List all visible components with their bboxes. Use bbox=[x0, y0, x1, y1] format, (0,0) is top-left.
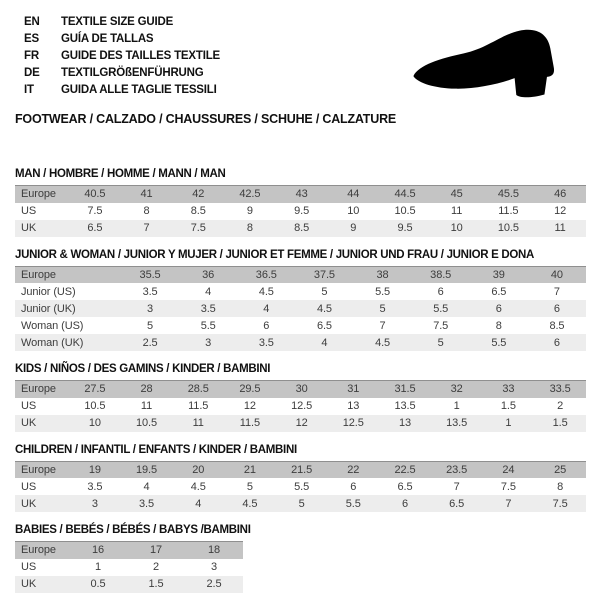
size-value: 0.5 bbox=[90, 578, 106, 590]
size-value: 5.5 bbox=[294, 480, 310, 493]
size-value: 11 bbox=[554, 222, 566, 234]
size-value: 40 bbox=[550, 268, 563, 281]
row-label: US bbox=[21, 480, 37, 493]
size-value: 4.5 bbox=[375, 336, 391, 349]
size-table bbox=[15, 541, 243, 593]
size-value: 1.5 bbox=[148, 578, 164, 590]
language-label: GUIDA ALLE TAGLIE TESSILI bbox=[61, 84, 217, 96]
size-value: 6 bbox=[437, 285, 444, 298]
size-value: 6 bbox=[553, 336, 560, 349]
size-value: 12.5 bbox=[342, 417, 364, 429]
size-value: 7 bbox=[553, 285, 560, 298]
size-section-title: JUNIOR & WOMAN / JUNIOR Y MUJER / JUNIOR ET FEMME / JUNIOR UND FRAU / JUNIOR E DONA bbox=[15, 248, 535, 261]
size-value: 43 bbox=[295, 188, 308, 201]
size-value: 8.5 bbox=[549, 319, 565, 332]
size-table bbox=[15, 380, 586, 432]
row-label: Junior (UK) bbox=[21, 302, 76, 315]
language-code: FR bbox=[24, 50, 39, 62]
size-value: 7 bbox=[379, 319, 386, 332]
row-label: UK bbox=[21, 497, 37, 510]
size-value: 16 bbox=[91, 544, 105, 557]
size-value: 46 bbox=[554, 188, 567, 201]
size-value: 28.5 bbox=[187, 383, 209, 396]
size-value: 31 bbox=[347, 383, 360, 396]
size-table-header-row bbox=[15, 381, 586, 398]
size-value: 1.5 bbox=[500, 400, 516, 412]
size-value: 25 bbox=[554, 463, 567, 476]
row-label: Europe bbox=[21, 188, 56, 201]
size-value: 8 bbox=[557, 480, 564, 493]
size-value: 2.5 bbox=[206, 578, 222, 590]
size-value: 33.5 bbox=[549, 383, 571, 396]
size-value: 17 bbox=[149, 544, 163, 557]
size-value: 6 bbox=[495, 302, 502, 315]
row-label: Woman (US) bbox=[21, 319, 84, 332]
size-value: 45.5 bbox=[497, 188, 519, 201]
size-value: 3 bbox=[205, 336, 212, 349]
size-value: 10 bbox=[450, 222, 463, 234]
size-value: 20 bbox=[192, 463, 205, 476]
size-value: 5.5 bbox=[200, 319, 216, 332]
size-section bbox=[15, 249, 586, 352]
size-value: 3.5 bbox=[142, 285, 158, 298]
size-tables bbox=[15, 168, 586, 593]
size-value: 37.5 bbox=[313, 268, 335, 281]
size-value: 36.5 bbox=[255, 268, 277, 281]
size-value: 4 bbox=[143, 480, 150, 493]
row-label: UK bbox=[21, 578, 37, 590]
size-value: 6 bbox=[401, 497, 408, 510]
size-table-row bbox=[15, 495, 586, 512]
category-heading: FOOTWEAR / CALZADO / CHAUSSURES / SCHUHE / CALZATURE bbox=[15, 112, 397, 126]
size-value: 5 bbox=[321, 285, 328, 298]
size-value: 3 bbox=[147, 302, 154, 315]
size-value: 5.5 bbox=[375, 285, 391, 298]
size-value: 41 bbox=[140, 188, 153, 201]
size-value: 1 bbox=[453, 400, 460, 412]
size-value: 21.5 bbox=[291, 463, 313, 476]
size-table-header-row bbox=[15, 461, 586, 478]
size-value: 22.5 bbox=[394, 463, 416, 476]
size-value: 11 bbox=[192, 417, 204, 429]
size-value: 29.5 bbox=[239, 383, 261, 396]
size-value: 8 bbox=[143, 205, 150, 217]
size-value: 8 bbox=[495, 319, 502, 332]
size-value: 42 bbox=[192, 188, 205, 201]
size-value: 4.5 bbox=[316, 302, 332, 315]
size-value: 4 bbox=[321, 336, 328, 349]
size-value: 11 bbox=[451, 205, 463, 217]
size-value: 6.5 bbox=[491, 285, 507, 298]
size-section bbox=[15, 524, 586, 593]
size-value: 10.5 bbox=[84, 400, 106, 412]
size-value: 42.5 bbox=[239, 188, 261, 201]
size-table-header-row bbox=[15, 542, 243, 559]
size-section bbox=[15, 444, 586, 513]
row-label: UK bbox=[21, 417, 37, 429]
language-label: TEXTILE SIZE GUIDE bbox=[61, 16, 174, 28]
size-value: 7.5 bbox=[190, 222, 206, 234]
size-value: 44 bbox=[347, 188, 360, 201]
size-value: 7 bbox=[143, 222, 150, 234]
size-section bbox=[15, 363, 586, 432]
size-value: 9.5 bbox=[397, 222, 413, 234]
size-table-row bbox=[15, 576, 243, 593]
size-value: 19.5 bbox=[136, 463, 158, 476]
row-label: Europe bbox=[21, 463, 56, 476]
size-value: 5 bbox=[437, 336, 444, 349]
size-value: 6 bbox=[350, 480, 357, 493]
size-section-title: BABIES / BEBÉS / BÉBÉS / BABYS /BAMBINI bbox=[15, 524, 251, 536]
row-label: US bbox=[21, 205, 37, 217]
size-value: 4 bbox=[263, 302, 270, 315]
size-value: 10.5 bbox=[136, 417, 158, 429]
size-value: 5 bbox=[298, 497, 305, 510]
size-value: 7 bbox=[505, 497, 512, 510]
size-table-row bbox=[15, 300, 586, 317]
size-value: 6.5 bbox=[87, 222, 103, 234]
size-value: 7.5 bbox=[500, 480, 516, 493]
size-value: 45 bbox=[450, 188, 463, 201]
size-table-row bbox=[15, 559, 243, 576]
size-value: 3.5 bbox=[258, 336, 274, 349]
size-value: 2.5 bbox=[142, 336, 158, 349]
size-value: 40.5 bbox=[84, 188, 106, 201]
size-value: 9.5 bbox=[294, 205, 310, 217]
size-value: 33 bbox=[502, 383, 515, 396]
size-value: 4 bbox=[195, 497, 202, 510]
size-value: 36 bbox=[202, 268, 215, 281]
size-value: 5.5 bbox=[491, 336, 507, 349]
size-table bbox=[15, 266, 586, 352]
row-label: Europe bbox=[21, 268, 56, 281]
size-table-row bbox=[15, 398, 586, 415]
size-value: 1.5 bbox=[552, 417, 568, 429]
size-value: 32 bbox=[450, 383, 463, 396]
size-value: 3 bbox=[91, 497, 98, 510]
size-value: 12 bbox=[554, 205, 567, 217]
size-section bbox=[15, 168, 586, 237]
size-value: 12 bbox=[243, 400, 256, 412]
size-value: 28 bbox=[140, 383, 153, 396]
size-value: 4.5 bbox=[258, 285, 274, 298]
language-code: DE bbox=[24, 67, 40, 79]
size-value: 2 bbox=[152, 561, 160, 573]
size-section-title: KIDS / NIÑOS / DES GAMINS / KINDER / BAMBINI bbox=[15, 363, 271, 375]
row-label: Woman (UK) bbox=[21, 336, 84, 349]
size-table-row bbox=[15, 283, 586, 300]
size-table-row bbox=[15, 203, 586, 220]
size-value: 13.5 bbox=[394, 400, 416, 412]
size-value: 6 bbox=[263, 319, 270, 332]
size-table-header-row bbox=[15, 266, 586, 283]
size-value: 8 bbox=[246, 222, 253, 234]
size-value: 3.5 bbox=[200, 302, 216, 315]
language-label: GUÍA DE TALLAS bbox=[61, 33, 154, 45]
size-value: 39 bbox=[492, 268, 505, 281]
size-value: 13 bbox=[398, 417, 411, 429]
size-value: 44.5 bbox=[394, 188, 416, 201]
size-value: 38 bbox=[376, 268, 389, 281]
size-value: 31.5 bbox=[394, 383, 416, 396]
size-value: 5 bbox=[379, 302, 386, 315]
size-value: 4.5 bbox=[190, 480, 206, 493]
size-value: 19 bbox=[88, 463, 101, 476]
size-value: 6.5 bbox=[449, 497, 465, 510]
size-value: 23.5 bbox=[446, 463, 468, 476]
size-value: 38.5 bbox=[430, 268, 452, 281]
size-value: 10.5 bbox=[394, 205, 416, 217]
language-code: EN bbox=[24, 16, 40, 28]
size-value: 10 bbox=[88, 417, 101, 429]
size-value: 5.5 bbox=[345, 497, 361, 510]
size-value: 5 bbox=[147, 319, 154, 332]
size-value: 21 bbox=[243, 463, 256, 476]
size-value: 13.5 bbox=[446, 417, 468, 429]
row-label: UK bbox=[21, 222, 37, 234]
size-value: 3 bbox=[210, 561, 218, 573]
size-value: 3.5 bbox=[139, 497, 155, 510]
size-value: 8.5 bbox=[294, 222, 310, 234]
size-value: 7.5 bbox=[87, 205, 103, 217]
size-value: 4.5 bbox=[242, 497, 258, 510]
row-label: US bbox=[21, 400, 37, 412]
size-value: 35.5 bbox=[139, 268, 161, 281]
size-value: 7.5 bbox=[433, 319, 449, 332]
size-table-header-row bbox=[15, 186, 586, 203]
size-value: 9 bbox=[246, 205, 253, 217]
size-value: 2 bbox=[557, 400, 564, 412]
size-value: 8.5 bbox=[190, 205, 206, 217]
language-label: TEXTILGRÖßENFÜHRUNG bbox=[61, 67, 204, 79]
size-table-row bbox=[15, 220, 586, 237]
size-table-row bbox=[15, 415, 586, 432]
row-label: Europe bbox=[21, 544, 56, 557]
row-label: Junior (US) bbox=[21, 285, 76, 298]
size-value: 12.5 bbox=[291, 400, 313, 412]
size-value: 30 bbox=[295, 383, 308, 396]
size-value: 22 bbox=[347, 463, 360, 476]
row-label: Europe bbox=[21, 383, 56, 396]
size-value: 10.5 bbox=[497, 222, 519, 234]
language-code: ES bbox=[24, 33, 39, 45]
size-value: 11.5 bbox=[188, 400, 209, 412]
dress-shoe-icon bbox=[396, 24, 582, 108]
size-value: 12 bbox=[295, 417, 308, 429]
size-table-row bbox=[15, 478, 586, 495]
size-value: 6.5 bbox=[397, 480, 413, 493]
size-value: 1 bbox=[505, 417, 512, 429]
size-section-title: MAN / HOMBRE / HOMME / MANN / MAN bbox=[15, 168, 226, 180]
size-table bbox=[15, 461, 586, 513]
size-value: 10 bbox=[347, 205, 360, 217]
size-value: 6 bbox=[553, 302, 560, 315]
size-value: 5.5 bbox=[433, 302, 449, 315]
size-value: 13 bbox=[347, 400, 360, 412]
size-value: 4 bbox=[205, 285, 212, 298]
size-value: 7 bbox=[453, 480, 460, 493]
size-value: 11.5 bbox=[239, 417, 260, 429]
size-value: 11.5 bbox=[498, 205, 519, 217]
size-value: 9 bbox=[350, 222, 357, 234]
size-value: 6.5 bbox=[316, 319, 332, 332]
size-table-row bbox=[15, 317, 586, 334]
size-value: 1 bbox=[94, 561, 102, 573]
size-value: 7.5 bbox=[552, 497, 568, 510]
size-table-row bbox=[15, 334, 586, 351]
size-value: 3.5 bbox=[87, 480, 103, 493]
size-value: 11 bbox=[140, 400, 153, 412]
size-section-title: CHILDREN / INFANTIL / ENFANTS / KINDER / BAMBINI bbox=[15, 443, 297, 456]
language-label: GUIDE DES TAILLES TEXTILE bbox=[61, 50, 220, 62]
size-value: 27.5 bbox=[84, 383, 106, 396]
row-label: US bbox=[21, 561, 37, 573]
size-value: 24 bbox=[502, 463, 515, 476]
size-value: 5 bbox=[246, 480, 253, 493]
size-table bbox=[15, 185, 586, 237]
size-value: 18 bbox=[207, 544, 221, 557]
language-code: IT bbox=[24, 84, 34, 96]
